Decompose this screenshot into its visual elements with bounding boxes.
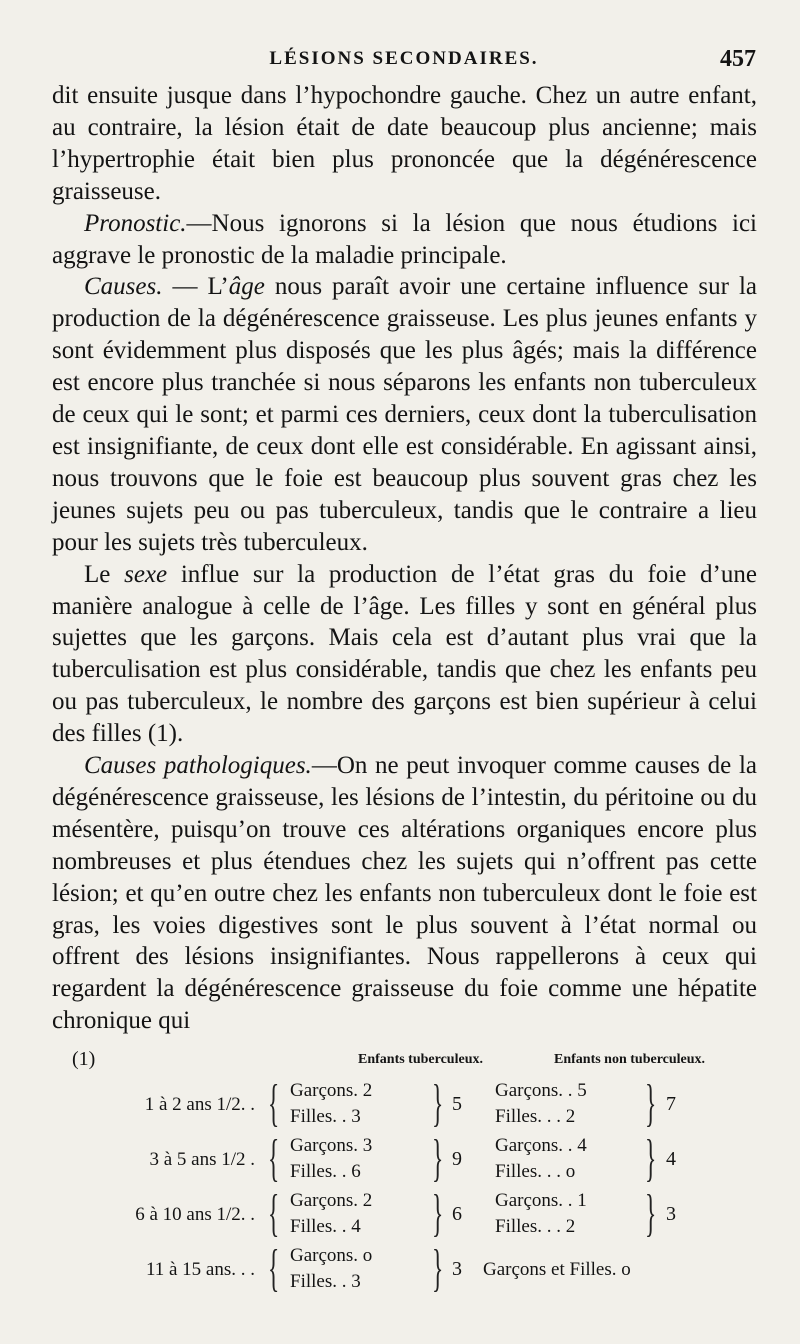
non-tuberculeux-garcons: Garçons. . 4 [495,1135,587,1156]
left-brace: { [268,1240,280,1297]
paragraph-pronostic-text: —Nous ignorons si la lésion que nous étudions ici aggrave le pronostic de la maladie principale. [52,209,757,269]
tuberculeux-garcons: Garçons. 2 [290,1190,373,1211]
tuberculeux-garcons: Garçons. o [290,1245,373,1266]
non-tuberculeux-garcons: Garçons. . 1 [495,1190,587,1211]
term-causes-pathologiques: Causes pathologiques. [84,752,312,780]
left-brace: { [268,1130,280,1187]
footnote-marker: (1) [72,1048,96,1070]
tuberculeux-filles: Filles. . 3 [290,1106,361,1127]
table-row [70,1130,750,1188]
tuberculeux-total: 5 [452,1093,462,1115]
tuberculeux-garcons: Garçons. 2 [290,1080,373,1101]
term-age: âge [228,273,265,301]
term-pronostic: Pronostic. [84,209,187,237]
non-tuberculeux-combined: Garçons et Filles. o [483,1259,631,1280]
right-brace: } [645,1075,657,1132]
paragraph-causes-text-b: nous paraît avoir une certaine influence sur la production de la dégénérescence graisseuse. Les plus jeunes enfants y sont évidemment plus disposés que les plus âgés; mais la différence est encore plus tranchée si nous séparons les enfants non tuberculeux de ceux qui le sont; et parmi ces derniers, ceux dont la tuberculisation est insignifiante, de ceux dont elle est considérable. En agissant ainsi, nous trouvons que le foie est beaucoup plus souvent gras chez les jeunes sujets peu ou pas tuberculeux, tandis que le contraire a lieu pour les sujets très tuberculeux. [52,273,757,556]
running-head: LÉSIONS SECONDAIRES. [269,48,539,69]
tuberculeux-total: 6 [452,1203,462,1225]
paragraph-sexe-text-b: influe sur la production de l’état gras du foie d’une manière analogue à celle de l’âge. Les filles y sont en général plus sujettes que les garçons. Mais cela est d’autant plus vrai que la tuberculisation est plus considérable, tandis que chez les enfants peu ou pas tuberculeux, le nombre des garçons est bien supérieur à celui des filles (1). [52,560,757,748]
paragraph-causes-pathologiques [52,750,757,1037]
age-range: 6 à 10 ans 1/2. . [135,1204,255,1225]
left-brace: { [268,1075,280,1132]
paragraph-sexe [52,559,757,750]
right-brace: } [432,1185,444,1242]
table-row [70,1075,750,1133]
term-sexe: sexe [124,560,168,588]
footnote-header [70,1046,750,1078]
table-row [70,1185,750,1243]
column-header-tuberculeux: Enfants tuberculeux. [358,1052,483,1067]
right-brace: } [645,1185,657,1242]
age-range: 11 à 15 ans. . . [145,1259,255,1280]
non-tuberculeux-total: 3 [666,1203,676,1225]
tuberculeux-total: 9 [452,1148,462,1170]
right-brace: } [432,1240,444,1297]
paragraph-causes-text-a: — L’ [162,273,229,301]
paragraph-causes [52,271,757,558]
tuberculeux-total: 3 [452,1258,462,1280]
footnote-table [70,1046,750,1298]
tuberculeux-garcons: Garçons. 3 [290,1135,373,1156]
age-range: 3 à 5 ans 1/2 . [149,1149,255,1170]
page-header [52,44,756,78]
table-row [70,1240,750,1298]
non-tuberculeux-total: 7 [666,1093,676,1115]
column-header-non-tuberculeux: Enfants non tuberculeux. [554,1052,706,1067]
tuberculeux-filles: Filles. . 6 [290,1161,361,1182]
paragraph-pronostic [52,208,757,272]
left-brace: { [268,1185,280,1242]
term-causes: Causes. [84,273,163,301]
page-number: 457 [720,46,756,72]
tuberculeux-filles: Filles. . 3 [290,1271,361,1292]
body-text [52,80,757,1037]
non-tuberculeux-filles: Filles. . . 2 [495,1216,576,1237]
paragraph-causes-pathologiques-text: —On ne peut invoquer comme causes de la dégénérescence graisseuse, les lésions de l’intestin, du péritoine ou du mésentère, puisqu’on trouve ces altérations organiques encore plus nombreuses et plus étendues chez les sujets qui n’offrent pas cette lésion; et qu’en outre chez les enfants non tuberculeux dont le foie est gras, les voies digestives sont le plus souvent à l’état normal ou offrent des lésions insignifiantes. Nous rappellerons à ceux qui regardent la dégénérescence graisseuse du foie comme une hépatite chronique qui [52,752,757,1035]
non-tuberculeux-total: 4 [666,1148,676,1170]
non-tuberculeux-garcons: Garçons. . 5 [495,1080,587,1101]
non-tuberculeux-filles: Filles. . . 2 [495,1106,576,1127]
paragraph-continuation: dit ensuite jusque dans l’hypochondre gauche. Chez un autre enfant, au contraire, la lésion était de date beaucoup plus ancienne; mais l’hypertrophie était bien plus prononcée que la dégénérescence graisseuse. [52,82,757,205]
paragraph-sexe-text-a: Le [84,560,125,588]
tuberculeux-filles: Filles. . 4 [290,1216,361,1237]
right-brace: } [432,1130,444,1187]
non-tuberculeux-filles: Filles. . . o [495,1161,576,1182]
age-range: 1 à 2 ans 1/2. . [144,1094,255,1115]
right-brace: } [432,1075,444,1132]
right-brace: } [645,1130,657,1187]
